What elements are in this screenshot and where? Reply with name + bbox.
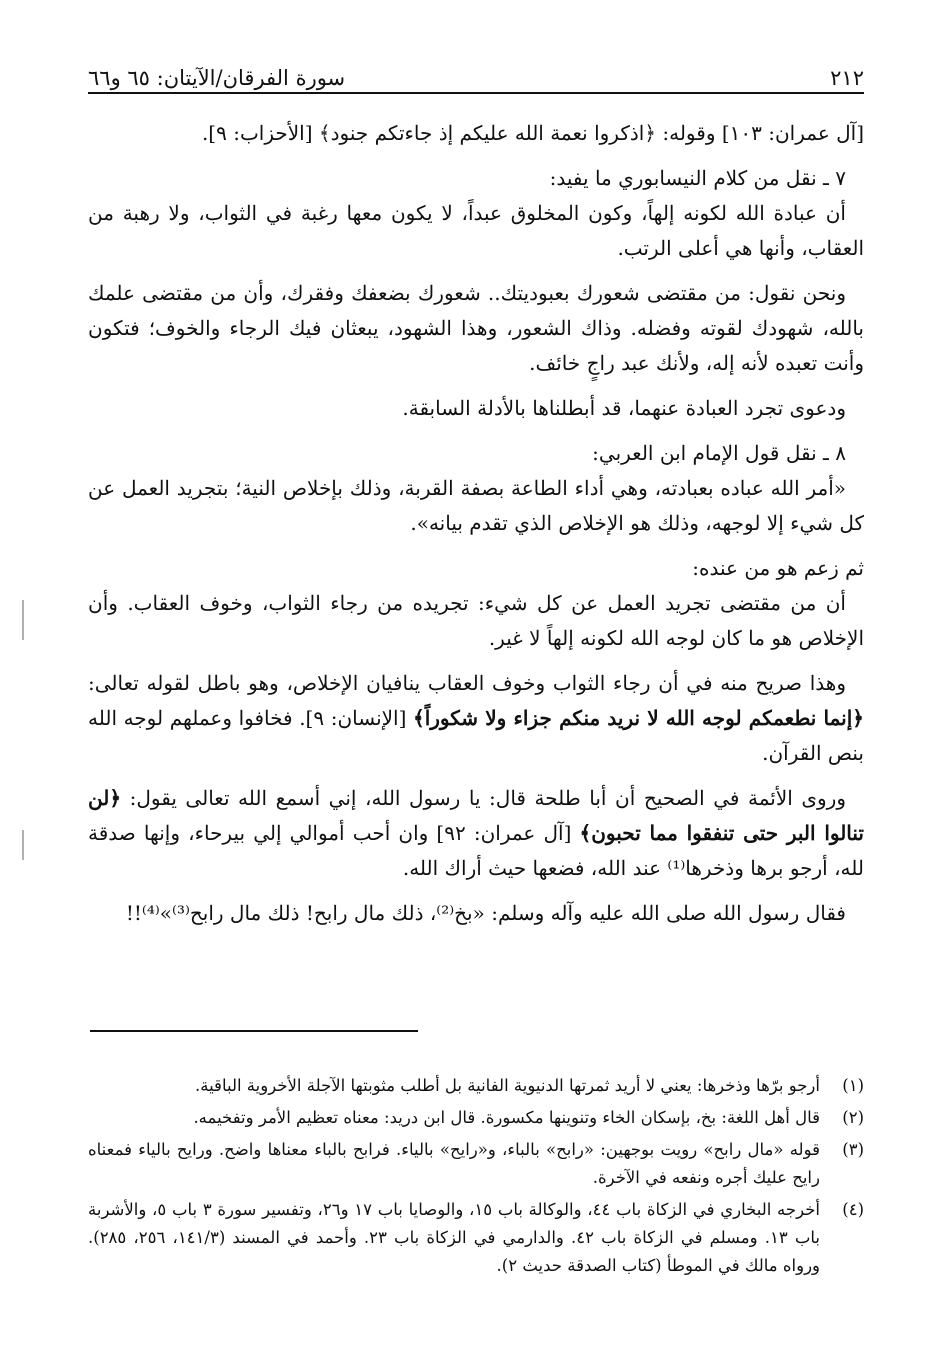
paragraph-heading: ثم زعم هو من عنده: <box>692 556 864 580</box>
footnote-number: (٤) <box>842 1200 864 1219</box>
footnote-number: (١) <box>842 1076 864 1095</box>
quran-verse: ﴿لن تنالوا البر حتى تنفقوا مما تحبون﴾ <box>88 786 864 845</box>
footnote-number: (٣) <box>842 1140 864 1159</box>
paragraph-heading: ٧ ـ نقل من كلام النيسابوري ما يفيد: <box>549 166 846 190</box>
text-run: وهذا صريح منه في أن رجاء الثواب وخوف العقاب ينافيان الإخلاص، وهو باطل لقوله تعالى: <box>88 671 846 695</box>
quote: «أمر الله عباده بعبادته، وهي أداء الطاعة بصفة القربة، وذلك بإخلاص النية؛ بتجريد العمل عن كل شيء إلا لوجهه، وذلك هو الإخلاص الذي تقدم بيانه». <box>88 476 864 535</box>
footnotes <box>88 1072 864 1284</box>
paragraph <box>88 666 864 771</box>
footnote <box>88 1196 864 1280</box>
page-header <box>88 58 864 90</box>
footnote <box>88 1104 864 1132</box>
footnote-text: أرجو برّها وذخرها: يعني لا أريد ثمرتها الدنيوية الفانية بل أطلب مثوبتها الآجلة الأخروية الباقية. <box>194 1076 820 1095</box>
paragraph: ودعوى تجرد العبادة عنهما، قد أبطلناها بالأدلة السابقة. <box>402 396 846 420</box>
text-run: [الإنسان: ٩]. فخافوا وعملهم لوجه الله بنص القرآن. <box>88 706 864 765</box>
footnote-text: أخرجه البخاري في الزكاة باب ٤٤، والوكالة باب ١٥، والوصايا باب ١٧ و٢٦، وتفسير سورة ٣ باب ٥، والأشربة باب ١٣. ومسلم في الزكاة باب ٤٢. والدارمي في الزكاة باب ٢٣. وأحمد في المسند (١٤١/٣، ٢٥٦، ٢٨٥). ورواه مالك في الموطأ (كتاب الصدقة حديث ٢). <box>88 1200 820 1275</box>
footnote-text: قال أهل اللغة: بخ، بإسكان الخاء وتنوينها مكسورة. قال ابن دريد: معناه تعظيم الأمر وتفخيمه. <box>193 1108 820 1127</box>
paragraph: أن عبادة الله لكونه إلهاً، وكون المخلوق عبداً، لا يكون معها رغبة في الثواب، ولا رهبة من العقاب، وأنها هي أعلى الرتب. <box>88 201 864 260</box>
text-run: [آل عمران: ٩٢] وان أحب أموالي إلي بيرحاء، وإنها صدقة لله، أرجو برها وذخرها⁽¹⁾ عند الله، فضعها حيث أراك الله. <box>88 821 864 880</box>
quran-verse: ﴿إنما نطعمكم لوجه الله لا نريد منكم جزاء ولا شكوراً﴾ <box>413 706 864 730</box>
main-text <box>88 116 864 941</box>
footnote-separator <box>90 1030 418 1032</box>
scan-edge-mark <box>22 830 24 860</box>
footnote-number: (٢) <box>842 1108 864 1127</box>
footnote <box>88 1136 864 1192</box>
footnote <box>88 1072 864 1100</box>
scan-edge-mark <box>22 600 24 640</box>
paragraph-heading: ٨ ـ نقل قول الإمام ابن العربي: <box>592 441 846 465</box>
running-title: سورة الفرقان/الآيتان: ٦٥ و٦٦ <box>88 66 346 90</box>
paragraph <box>88 781 864 886</box>
paragraph: [آل عمران: ١٠٣] وقوله: ﴿اذكروا نعمة الله عليكم إذ جاءتكم جنود﴾ [الأحزاب: ٩]. <box>201 121 864 145</box>
paragraph: أن من مقتضى تجريد العمل عن كل شيء: تجريده من رجاء الثواب، وخوف العقاب. وأن الإخلاص هو ما كان لوجه الله لكونه إلهاً لا غير. <box>88 591 864 650</box>
paragraph: فقال رسول الله صلى الله عليه وآله وسلم: «بخ⁽²⁾، ذلك مال رابح! ذلك مال رابح⁽³⁾»⁽⁴⁾!! <box>125 901 846 925</box>
footnote-text: قوله «مال رابح» رويت بوجهين: «رابح» بالباء، و«رايح» بالياء. فرابح بالباء معناها واضح. ورايح بالياء فمعناه رايح عليك أجره ونفعه في الآخرة. <box>88 1140 820 1187</box>
paragraph: ونحن نقول: من مقتضى شعورك بعبوديتك.. شعورك بضعفك وفقرك، وأن من مقتضى علمك بالله، شهودك لقوته وفضله. وذاك الشعور، وهذا الشهود، يبعثان فيك الرجاء والخوف؛ فتكون وأنت تعبده لأنه إله، ولأنك عبد راجٍ خائف. <box>88 281 864 375</box>
text-run: وروى الأئمة في الصحيح أن أبا طلحة قال: يا رسول الله، إني أسمع الله تعالى يقول: <box>121 786 846 810</box>
header-rule <box>88 92 864 94</box>
page-number: ٢١٢ <box>830 66 864 90</box>
